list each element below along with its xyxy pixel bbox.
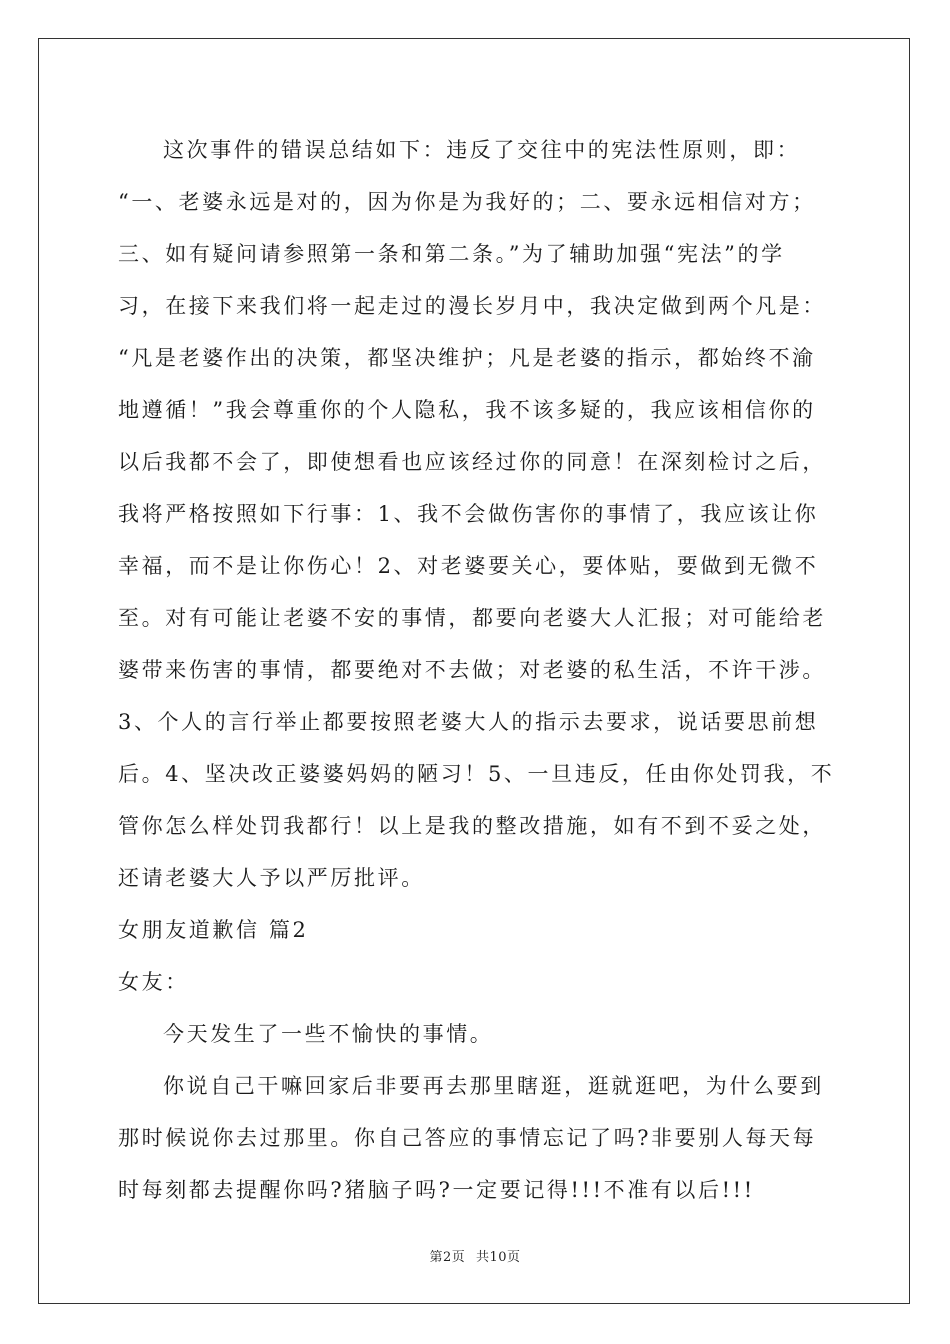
document-body	[118, 128, 858, 1220]
text-line: 那时候说你去过那里。你自己答应的事情忘记了吗?非要别人每天每	[118, 1126, 817, 1150]
page-number: 第2页	[429, 1250, 466, 1265]
page-footer	[0, 1246, 950, 1265]
text-line: 以后我都不会了，即使想看也应该经过你的同意！在深刻检讨之后，	[118, 450, 826, 474]
text-line: 幸福，而不是让你伤心！2、对老婆要关心，要体贴，要做到无微不	[118, 554, 819, 578]
page-total: 共10页	[475, 1250, 521, 1265]
text-line: “一、老婆永远是对的，因为你是为我好的；二、要永远相信对方；	[118, 190, 816, 214]
text-line: 还请老婆大人予以严厉批评。	[118, 866, 425, 890]
text-line: 后。4、坚决改正婆婆妈妈的陋习！5、一旦违反，任由你处罚我，不	[118, 762, 835, 786]
text-line: 管你怎么样处罚我都行！以上是我的整改措施，如有不到不妥之处，	[118, 814, 826, 838]
text-line: 三、如有疑问请参照第一条和第二条。”为了辅助加强“宪法”的学	[118, 242, 785, 266]
text-line: 3、个人的言行举止都要按照老婆大人的指示去要求，说话要思前想	[118, 710, 819, 734]
text-line: 习，在接下来我们将一起走过的漫长岁月中，我决定做到两个凡是：	[118, 294, 826, 318]
text-line: 今天发生了一些不愉快的事情。	[163, 1022, 494, 1046]
text-line: 至。对有可能让老婆不安的事情，都要向老婆大人汇报；对可能给老	[118, 606, 826, 630]
section-heading: 女朋友道歉信 篇2	[118, 918, 309, 942]
text-line: 时每刻都去提醒你吗?猪脑子吗?一定要记得!!!不准有以后!!!	[118, 1178, 755, 1202]
text-line: 你说自己干嘛回家后非要再去那里瞎逛，逛就逛吧，为什么要到	[163, 1074, 824, 1098]
text-line: 我将严格按照如下行事：1、我不会做伤害你的事情了，我应该让你	[118, 502, 819, 526]
salutation: 女友：	[118, 970, 189, 994]
text-line: 这次事件的错误总结如下：违反了交往中的宪法性原则，即：	[163, 138, 801, 162]
text-line: 婆带来伤害的事情，都要绝对不去做；对老婆的私生活，不许干涉。	[118, 658, 826, 682]
text-line: 地遵循！”我会尊重你的个人隐私，我不该多疑的，我应该相信你的	[118, 398, 816, 422]
text-line: “凡是老婆作出的决策，都坚决维护；凡是老婆的指示，都始终不渝	[118, 346, 816, 370]
